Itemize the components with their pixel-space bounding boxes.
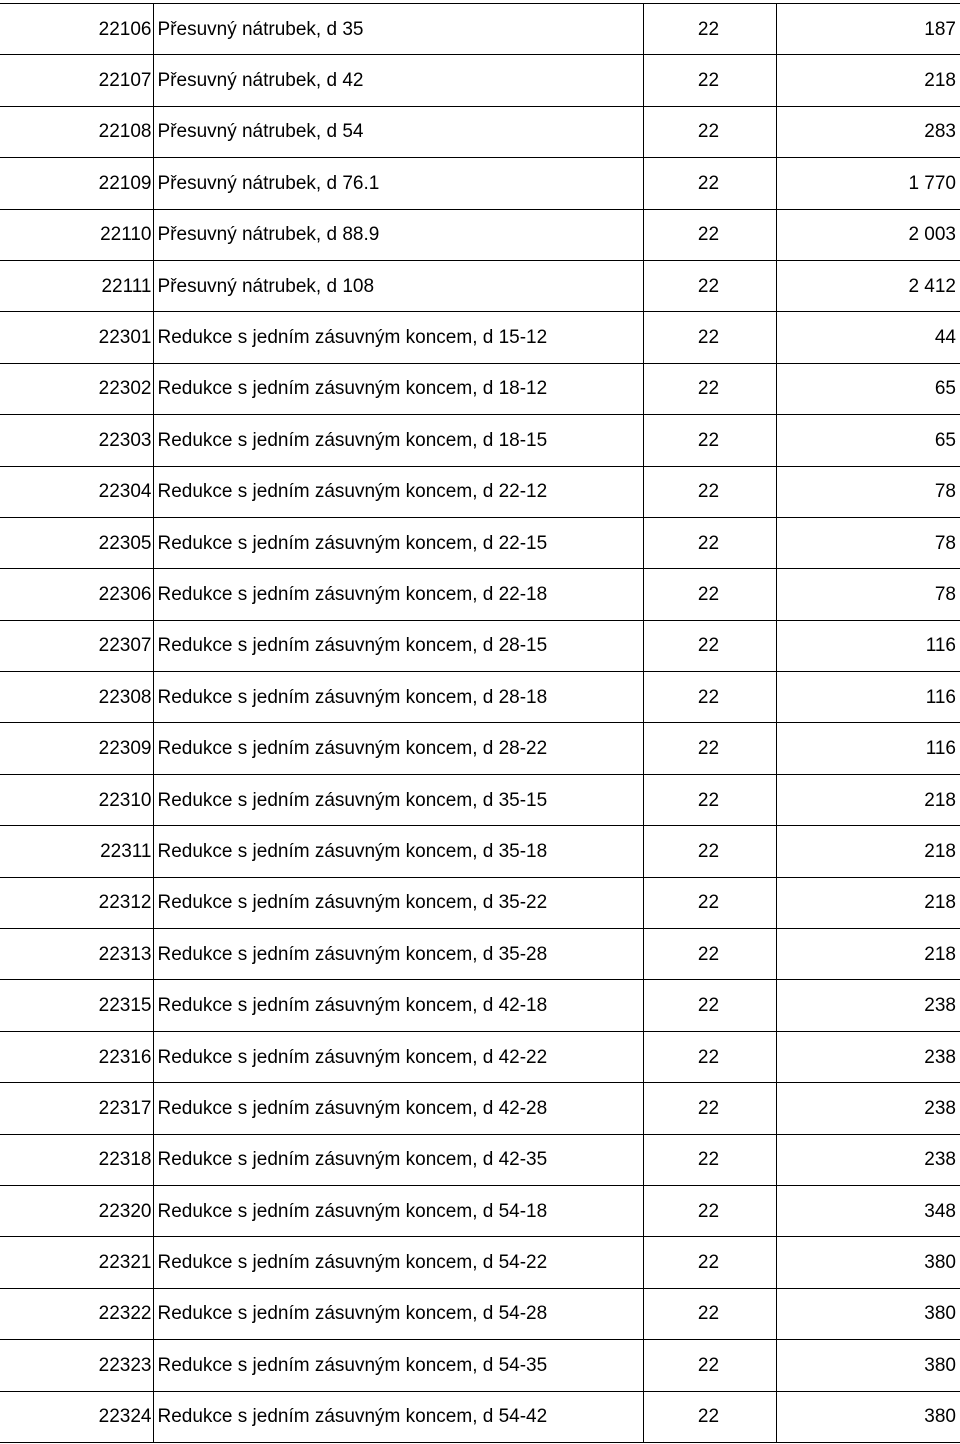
table-row — [0, 363, 960, 414]
table-row — [0, 158, 960, 209]
item-group: 22 — [643, 363, 776, 414]
item-code: 22308 — [0, 672, 153, 723]
item-price: 238 — [776, 1031, 960, 1082]
table-row — [0, 1237, 960, 1288]
item-code: 22108 — [0, 106, 153, 157]
item-code: 22313 — [0, 929, 153, 980]
item-name: Přesuvný nátrubek, d 54 — [153, 106, 643, 157]
item-group: 22 — [643, 158, 776, 209]
item-code: 22320 — [0, 1185, 153, 1236]
item-price: 218 — [776, 774, 960, 825]
table-row — [0, 55, 960, 106]
table-row — [0, 1134, 960, 1185]
item-group: 22 — [643, 106, 776, 157]
table-row — [0, 1185, 960, 1236]
table-row — [0, 877, 960, 928]
table-row — [0, 723, 960, 774]
table-row — [0, 260, 960, 311]
item-code: 22302 — [0, 363, 153, 414]
item-name: Redukce s jedním zásuvným koncem, d 35-22 — [153, 877, 643, 928]
table-row — [0, 569, 960, 620]
item-price: 218 — [776, 877, 960, 928]
item-name: Redukce s jedním zásuvným koncem, d 18-12 — [153, 363, 643, 414]
item-price: 238 — [776, 980, 960, 1031]
item-code: 22307 — [0, 620, 153, 671]
item-price: 187 — [776, 4, 960, 55]
item-code: 22106 — [0, 4, 153, 55]
item-code: 22323 — [0, 1340, 153, 1391]
item-code: 22111 — [0, 260, 153, 311]
item-group: 22 — [643, 1031, 776, 1082]
item-price: 65 — [776, 363, 960, 414]
item-price: 2 003 — [776, 209, 960, 260]
item-name: Redukce s jedním zásuvným koncem, d 35-18 — [153, 826, 643, 877]
item-name: Přesuvný nátrubek, d 108 — [153, 260, 643, 311]
item-name: Redukce s jedním zásuvným koncem, d 54-22 — [153, 1237, 643, 1288]
table-row — [0, 312, 960, 363]
item-group: 22 — [643, 209, 776, 260]
item-code: 22109 — [0, 158, 153, 209]
item-group: 22 — [643, 1340, 776, 1391]
item-price: 78 — [776, 466, 960, 517]
item-code: 22305 — [0, 517, 153, 568]
item-price: 78 — [776, 569, 960, 620]
table-row — [0, 1031, 960, 1082]
item-group: 22 — [643, 312, 776, 363]
item-price: 218 — [776, 55, 960, 106]
item-price: 238 — [776, 1134, 960, 1185]
item-group: 22 — [643, 4, 776, 55]
item-price: 380 — [776, 1391, 960, 1442]
item-group: 22 — [643, 1237, 776, 1288]
item-group: 22 — [643, 826, 776, 877]
item-code: 22110 — [0, 209, 153, 260]
table-row — [0, 1083, 960, 1134]
item-name: Redukce s jedním zásuvným koncem, d 42-18 — [153, 980, 643, 1031]
item-code: 22317 — [0, 1083, 153, 1134]
item-name: Redukce s jedním zásuvným koncem, d 42-22 — [153, 1031, 643, 1082]
item-price: 116 — [776, 672, 960, 723]
table-row — [0, 4, 960, 55]
item-price: 218 — [776, 929, 960, 980]
item-price: 348 — [776, 1185, 960, 1236]
table-row — [0, 929, 960, 980]
item-name: Redukce s jedním zásuvným koncem, d 28-22 — [153, 723, 643, 774]
item-name: Redukce s jedním zásuvným koncem, d 22-12 — [153, 466, 643, 517]
table-row — [0, 826, 960, 877]
item-group: 22 — [643, 260, 776, 311]
table-row — [0, 517, 960, 568]
item-group: 22 — [643, 1185, 776, 1236]
item-group: 22 — [643, 1391, 776, 1442]
item-price: 238 — [776, 1083, 960, 1134]
item-group: 22 — [643, 55, 776, 106]
item-name: Redukce s jedním zásuvným koncem, d 35-15 — [153, 774, 643, 825]
item-price: 380 — [776, 1237, 960, 1288]
item-group: 22 — [643, 1083, 776, 1134]
item-price: 380 — [776, 1340, 960, 1391]
item-group: 22 — [643, 1288, 776, 1339]
item-group: 22 — [643, 466, 776, 517]
item-name: Redukce s jedním zásuvným koncem, d 22-18 — [153, 569, 643, 620]
item-group: 22 — [643, 517, 776, 568]
item-name: Redukce s jedním zásuvným koncem, d 54-28 — [153, 1288, 643, 1339]
item-price: 44 — [776, 312, 960, 363]
price-table — [0, 3, 960, 1443]
item-code: 22306 — [0, 569, 153, 620]
item-name: Přesuvný nátrubek, d 76.1 — [153, 158, 643, 209]
item-price: 78 — [776, 517, 960, 568]
item-name: Redukce s jedním zásuvným koncem, d 28-15 — [153, 620, 643, 671]
item-name: Redukce s jedním zásuvným koncem, d 54-18 — [153, 1185, 643, 1236]
item-price: 65 — [776, 415, 960, 466]
item-code: 22312 — [0, 877, 153, 928]
item-code: 22315 — [0, 980, 153, 1031]
item-name: Přesuvný nátrubek, d 88.9 — [153, 209, 643, 260]
table-row — [0, 1340, 960, 1391]
item-code: 22311 — [0, 826, 153, 877]
table-row — [0, 466, 960, 517]
item-name: Redukce s jedním zásuvným koncem, d 22-15 — [153, 517, 643, 568]
table-row — [0, 1288, 960, 1339]
price-table-body — [0, 4, 960, 1443]
item-code: 22107 — [0, 55, 153, 106]
item-code: 22303 — [0, 415, 153, 466]
item-group: 22 — [643, 672, 776, 723]
item-code: 22321 — [0, 1237, 153, 1288]
item-name: Redukce s jedním zásuvným koncem, d 42-35 — [153, 1134, 643, 1185]
item-price: 380 — [776, 1288, 960, 1339]
item-code: 22322 — [0, 1288, 153, 1339]
item-code: 22310 — [0, 774, 153, 825]
item-group: 22 — [643, 877, 776, 928]
item-code: 22304 — [0, 466, 153, 517]
table-row — [0, 209, 960, 260]
item-code: 22301 — [0, 312, 153, 363]
item-group: 22 — [643, 620, 776, 671]
table-row — [0, 620, 960, 671]
table-row — [0, 980, 960, 1031]
item-group: 22 — [643, 415, 776, 466]
item-name: Redukce s jedním zásuvným koncem, d 54-42 — [153, 1391, 643, 1442]
item-code: 22318 — [0, 1134, 153, 1185]
table-row — [0, 415, 960, 466]
item-name: Redukce s jedním zásuvným koncem, d 15-12 — [153, 312, 643, 363]
item-price: 218 — [776, 826, 960, 877]
item-name: Redukce s jedním zásuvným koncem, d 54-35 — [153, 1340, 643, 1391]
item-code: 22324 — [0, 1391, 153, 1442]
item-code: 22316 — [0, 1031, 153, 1082]
item-name: Přesuvný nátrubek, d 35 — [153, 4, 643, 55]
table-row — [0, 106, 960, 157]
item-group: 22 — [643, 723, 776, 774]
item-name: Redukce s jedním zásuvným koncem, d 18-15 — [153, 415, 643, 466]
item-name: Redukce s jedním zásuvným koncem, d 35-28 — [153, 929, 643, 980]
table-row — [0, 672, 960, 723]
table-row — [0, 1391, 960, 1442]
item-name: Redukce s jedním zásuvným koncem, d 28-18 — [153, 672, 643, 723]
item-group: 22 — [643, 980, 776, 1031]
item-price: 116 — [776, 723, 960, 774]
item-name: Přesuvný nátrubek, d 42 — [153, 55, 643, 106]
item-group: 22 — [643, 929, 776, 980]
item-price: 116 — [776, 620, 960, 671]
item-group: 22 — [643, 774, 776, 825]
item-price: 2 412 — [776, 260, 960, 311]
item-price: 283 — [776, 106, 960, 157]
item-group: 22 — [643, 569, 776, 620]
item-name: Redukce s jedním zásuvným koncem, d 42-28 — [153, 1083, 643, 1134]
item-group: 22 — [643, 1134, 776, 1185]
item-code: 22309 — [0, 723, 153, 774]
item-price: 1 770 — [776, 158, 960, 209]
table-row — [0, 774, 960, 825]
